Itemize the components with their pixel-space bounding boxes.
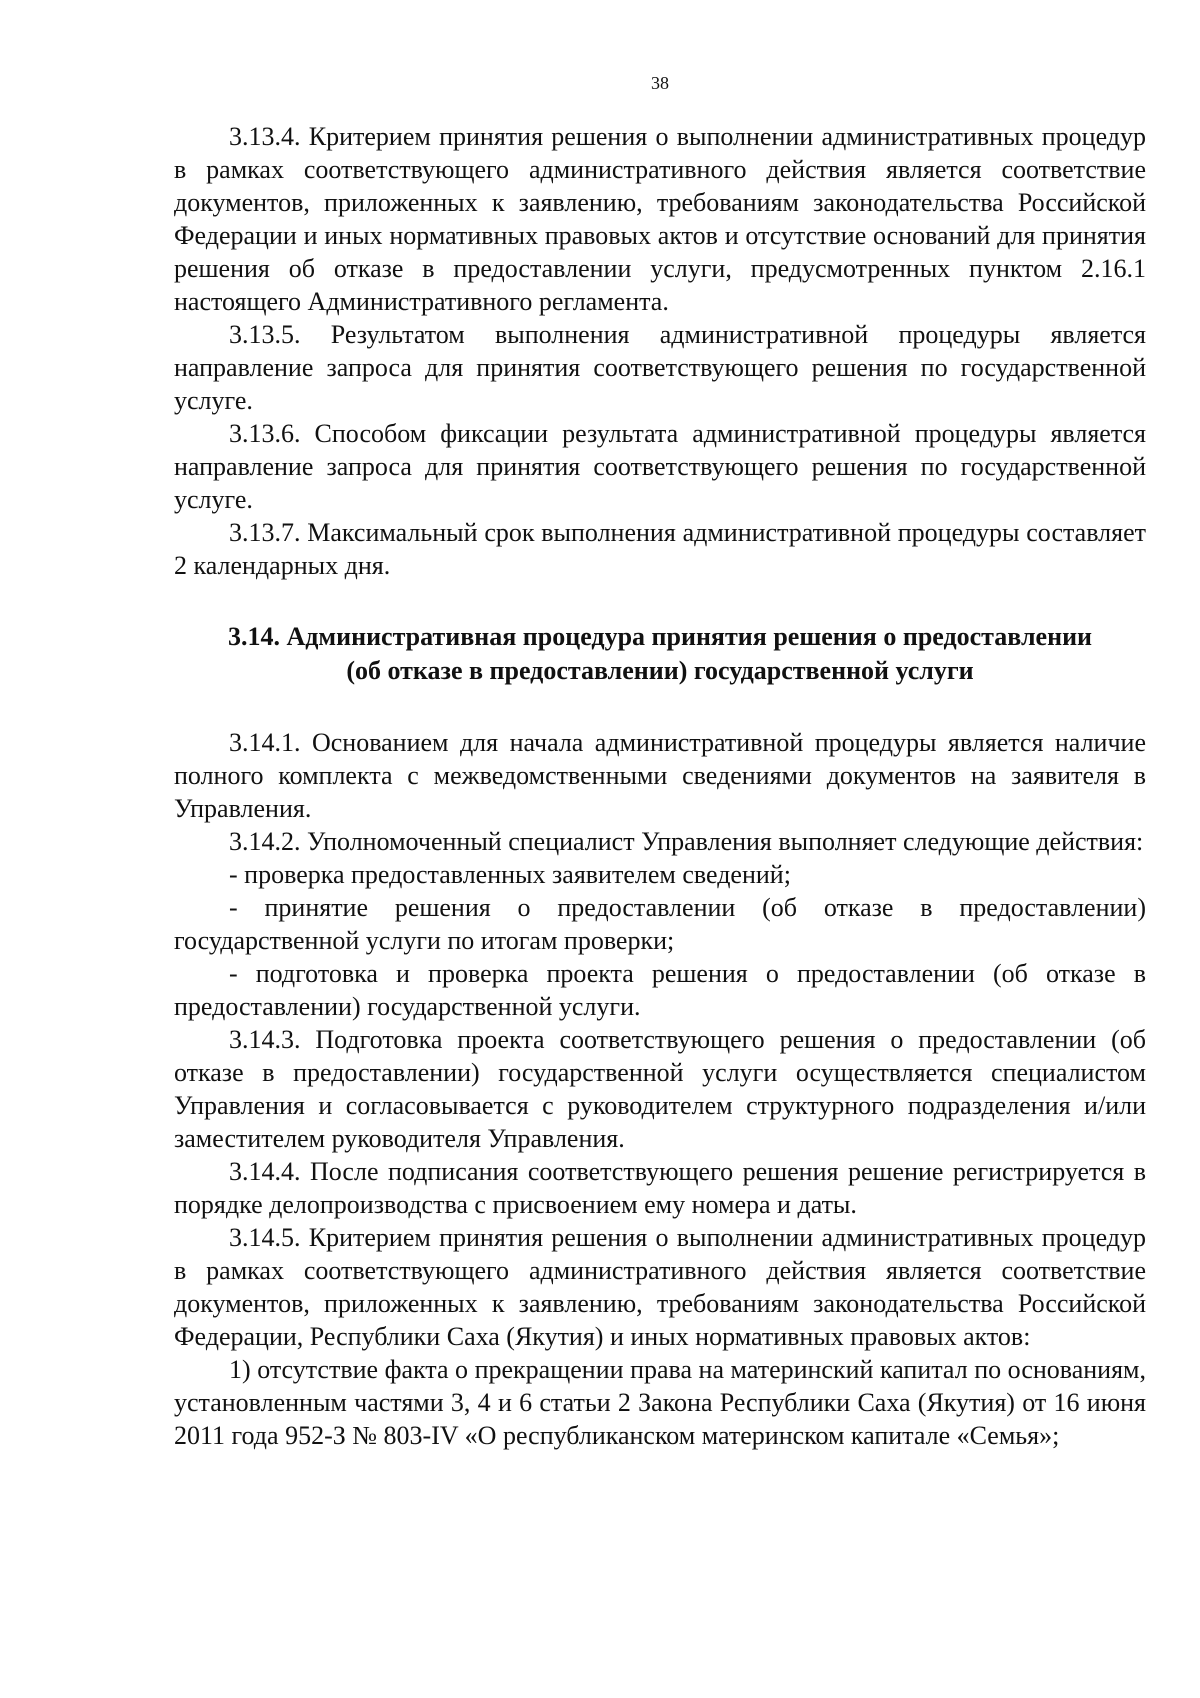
paragraph-3-14-3: 3.14.3. Подготовка проекта соответствующего решения о предоставлении (об отказе в предоставлении) государственной услуги осуществляется специалистом Управления и согласовывается с руководителем структурного подразделения и/или заместителем руководителя Управления. [174, 1025, 1146, 1153]
section-heading-line1: 3.14. Административная процедура принятия решения о предоставлении [227, 622, 1093, 651]
paragraph-3-14-1: 3.14.1. Основанием для начала административной процедуры является наличие полного комплекта с межведомственными сведениями документов на заявителя в Управления. [174, 728, 1146, 823]
paragraph-3-13-7: 3.13.7. Максимальный срок выполнения административной процедуры составляет 2 календарных дня. [174, 518, 1146, 580]
paragraph-item-1: 1) отсутствие факта о прекращении права на материнский капитал по основаниям, установленным частями 3, 4 и 6 статьи 2 Закона Республики Саха (Якутия) от 16 июня 2011 года 952-З № 803-IV «О республиканском материнском капитале «Семья»; [174, 1355, 1146, 1450]
section-gap [174, 582, 1146, 620]
paragraph-3-14-5: 3.14.5. Критерием принятия решения о выполнении административных процедур в рамках соответствующего административного действия является соответствие документов, приложенных к заявлению, требованиям законодательства Российской Федерации, Республики Саха (Якутия) и иных нормативных правовых актов: [174, 1223, 1146, 1351]
page-number: 38 [651, 73, 669, 93]
list-item-decision: - принятие решения о предоставлении (об отказе в предоставлении) государственной услуги по итогам проверки; [174, 893, 1146, 955]
paragraph-3-14-2: 3.14.2. Уполномоченный специалист Управления выполняет следующие действия: [229, 827, 1144, 856]
paragraph-3-13-6: 3.13.6. Способом фиксации результата административной процедуры является направление запроса для принятия соответствующего решения по государственной услуге. [174, 419, 1146, 514]
list-item-draft: - подготовка и проверка проекта решения о предоставлении (об отказе в предоставлении) государственной услуги. [174, 959, 1146, 1021]
section-gap-after-heading [174, 688, 1146, 726]
paragraph-3-13-5: 3.13.5. Результатом выполнения административной процедуры является направление запроса для принятия соответствующего решения по государственной услуге. [174, 320, 1146, 415]
document-page [174, 72, 1146, 1452]
paragraph-3-13-4: 3.13.4. Критерием принятия решения о выполнении административных процедур в рамках соответствующего административного действия является соответствие документов, приложенных к заявлению, требованиям законодательства Российской Федерации и иных нормативных правовых актов и отсутствие оснований для принятия решения об отказе в предоставлении услуги, предусмотренных пунктом 2.16.1 настоящего Административного регламента. [174, 122, 1146, 316]
paragraph-3-14-4: 3.14.4. После подписания соответствующего решения решение регистрируется в порядке делопроизводства с присвоением ему номера и даты. [174, 1157, 1146, 1219]
section-heading-line2: (об отказе в предоставлении) государственной услуги [346, 656, 974, 685]
list-item-check: - проверка предоставленных заявителем сведений; [229, 860, 791, 889]
section-heading [174, 620, 1146, 688]
